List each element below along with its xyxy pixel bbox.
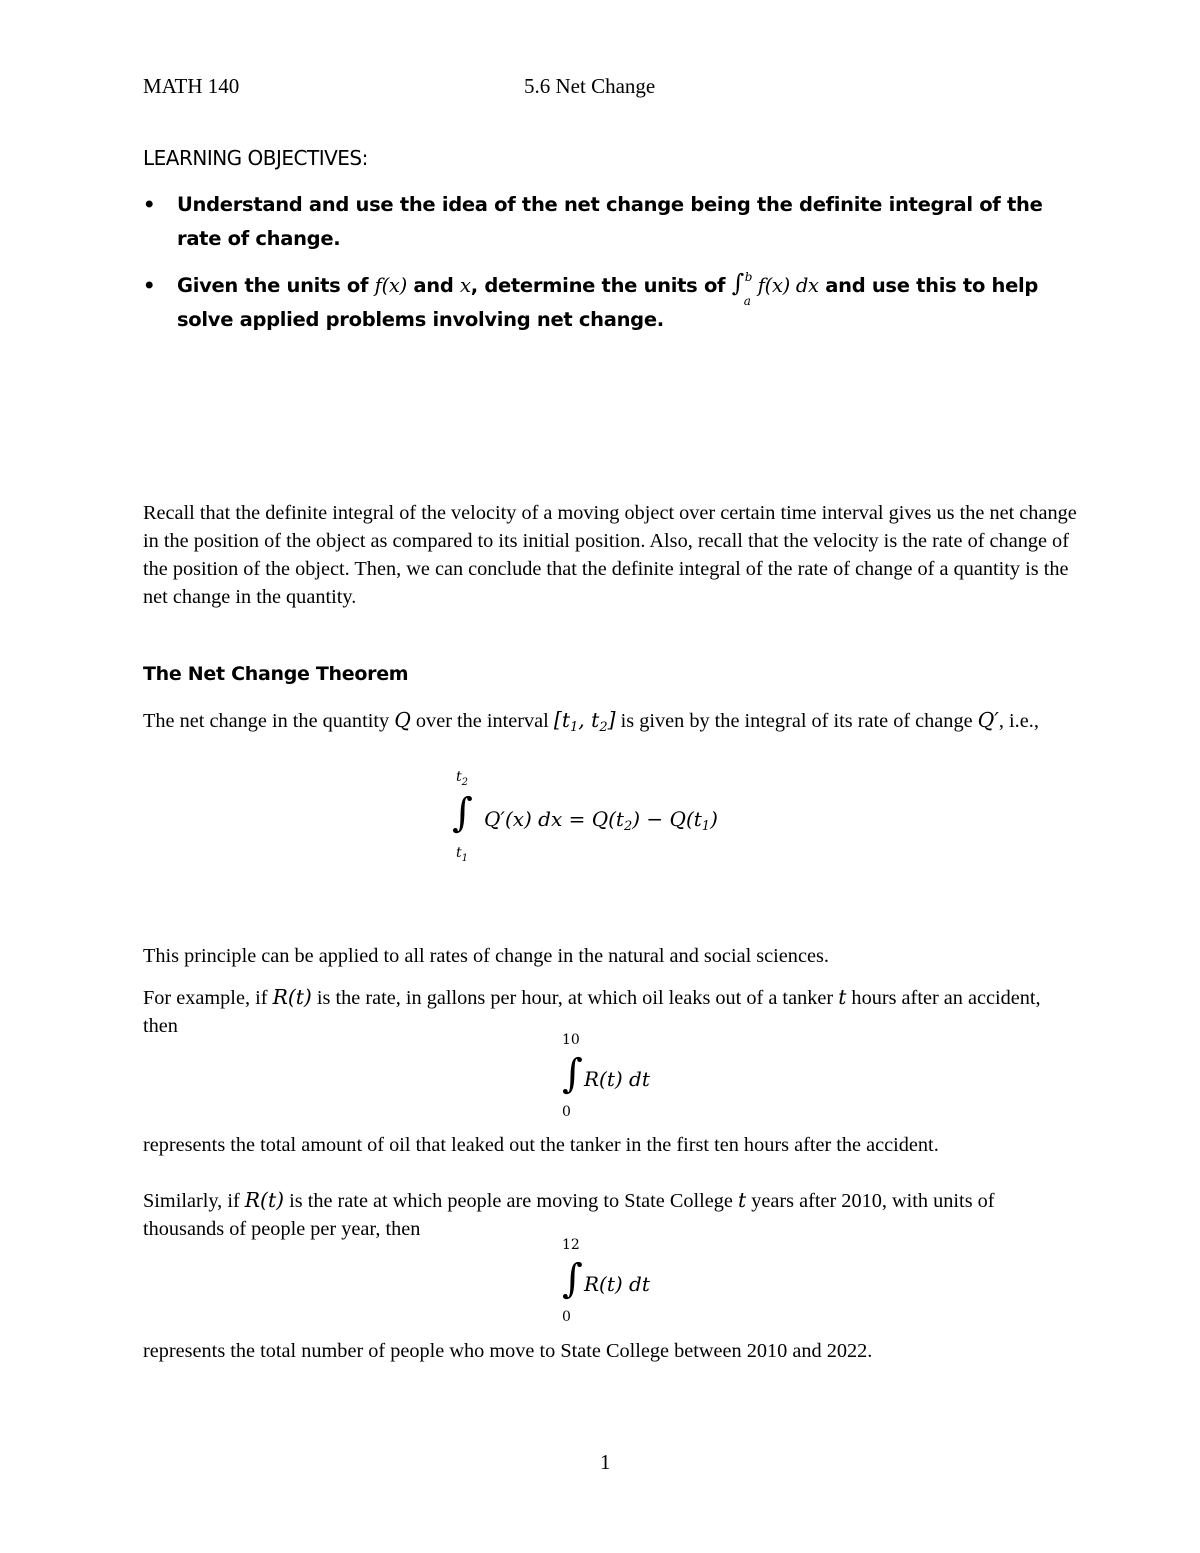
theorem-statement: The net change in the quantity Q over the interval [$t_1$, $t_2$] is given by the integral of its rate of change Q′, i.e., bbox=[143, 708, 1039, 735]
upper-limit: 12 bbox=[562, 1237, 580, 1253]
example2-integral bbox=[556, 1237, 696, 1327]
lower-limit: 0 bbox=[562, 1104, 571, 1120]
example1-conclusion: represents the total amount of oil that leaked out the tanker in the first ten hours after the accident. bbox=[143, 1134, 939, 1156]
objectives-title: LEARNING OBJECTIVES: bbox=[143, 146, 368, 170]
example2-conclusion: represents the total number of people who move to State College between 2010 and 2022. bbox=[143, 1340, 873, 1362]
upper-limit: $t_2$ bbox=[456, 769, 469, 788]
lower-limit: 0 bbox=[562, 1309, 571, 1325]
course-header: MATH 140 bbox=[143, 74, 240, 98]
section-header: 5.6 Net Change bbox=[524, 74, 656, 98]
net-change-formula bbox=[446, 765, 766, 865]
example1-text: For example, if R(t) is the rate, in gallons per hour, at which oil leaks out of a tanker t hours after an accident, then bbox=[143, 985, 1041, 1037]
inline-integral: ∫ b a bbox=[731, 269, 753, 308]
recall-paragraph: Recall that the definite integral of the velocity of a moving object over certain time interval gives us the net change in the position of the object as compared to its initial position. Also, recall that the velocity is the rate of change of the position of the object. Then, we can conclude that the definite integral of the rate of change of a quantity is the net change in the quantity. bbox=[143, 502, 1077, 608]
lower-limit: $t_1$ bbox=[456, 845, 469, 864]
integral-sign: ∫ bbox=[562, 1051, 583, 1097]
objective-text: Given the units of f(x) and x, determine the units of ∫ b a f(x) dx and use this to help solve applied problems involving net change. bbox=[177, 269, 1039, 331]
integrand: R(t) dt bbox=[584, 1272, 650, 1296]
bullet-icon: • bbox=[143, 193, 156, 216]
example2-text: Similarly, if R(t) is the rate at which people are moving to State College t years after 2010, with units of thousands of people per year, then bbox=[143, 1188, 995, 1240]
formula-body: Q′(x) dx = $Q(t_2) - Q(t_1)$ bbox=[484, 807, 718, 834]
upper-limit: 10 bbox=[562, 1032, 580, 1048]
principle-text: This principle can be applied to all rates of change in the natural and social sciences. bbox=[143, 945, 829, 967]
integral-sign: ∫ bbox=[562, 1256, 583, 1302]
integrand: R(t) dt bbox=[584, 1067, 650, 1091]
page-number: 1 bbox=[600, 1450, 611, 1474]
example1-integral bbox=[556, 1032, 696, 1122]
objective-text: Understand and use the idea of the net change being the definite integral of the rate of change. bbox=[177, 193, 1043, 250]
bullet-icon: • bbox=[143, 274, 156, 297]
theorem-title: The Net Change Theorem bbox=[143, 663, 409, 685]
integral-sign: ∫ bbox=[452, 790, 473, 836]
